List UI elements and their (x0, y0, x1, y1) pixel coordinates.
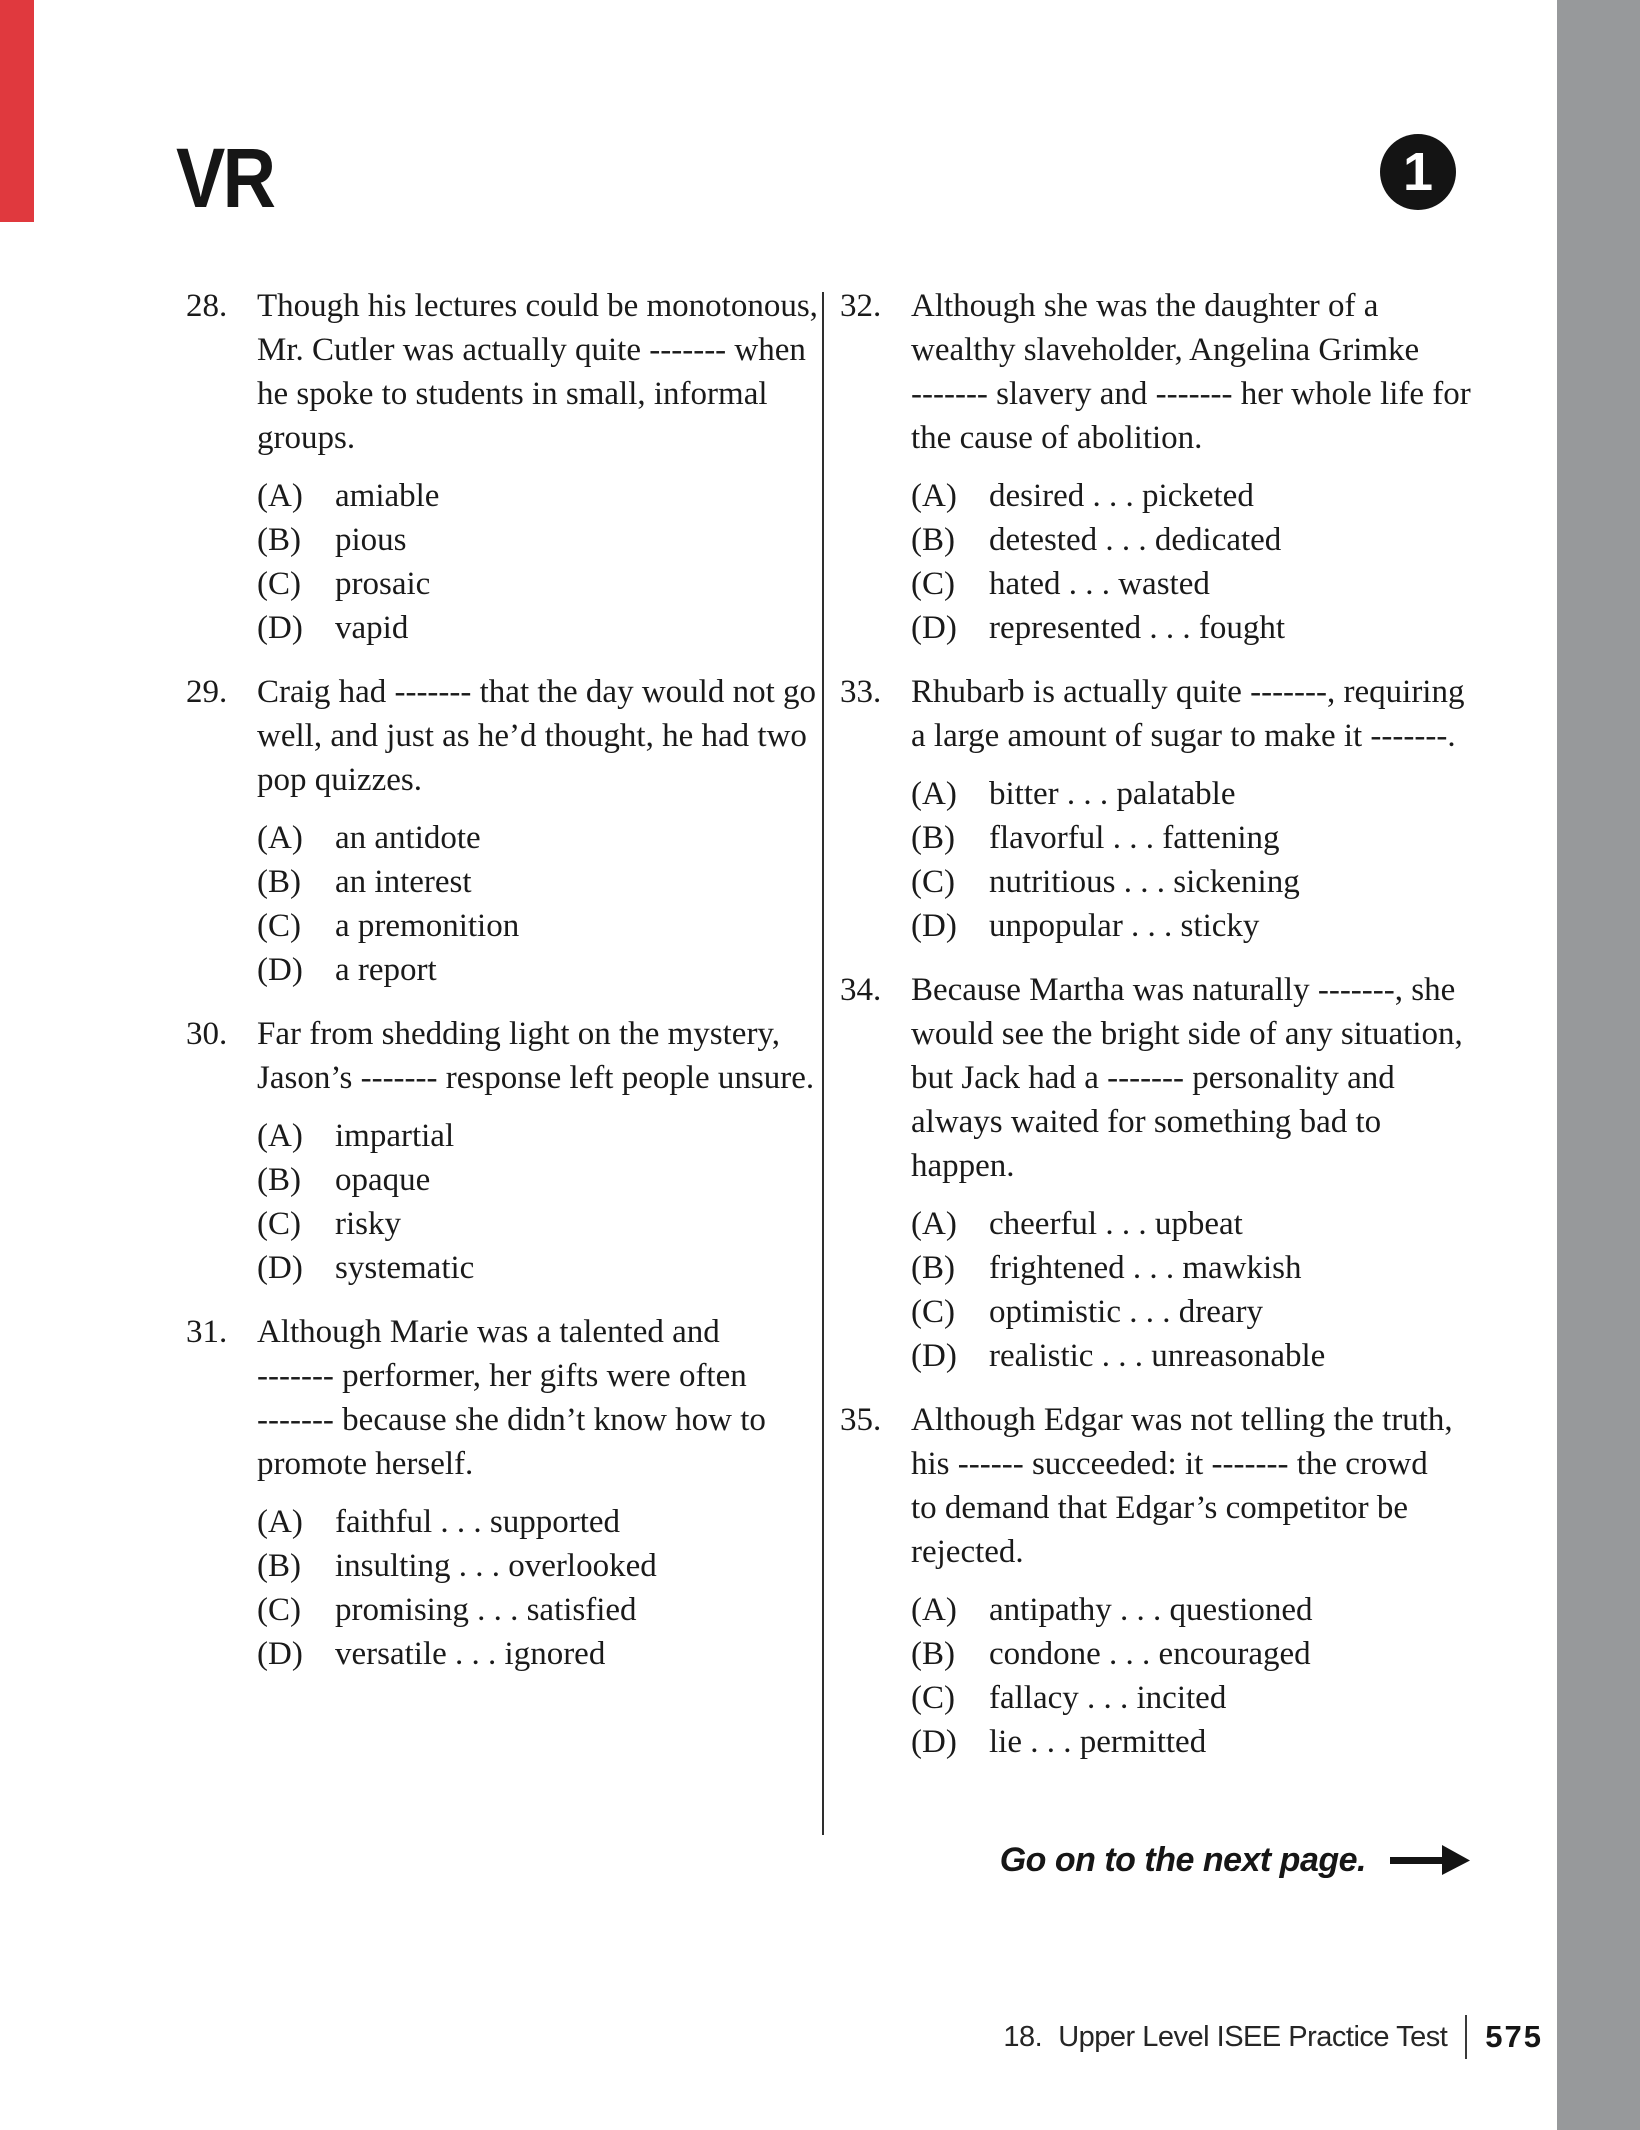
page-footer (1003, 2014, 1543, 2060)
question-number: 29. (186, 674, 228, 710)
answer-option (257, 1202, 822, 1246)
question-text-line: to demand that Edgar’s competitor be (911, 1490, 1408, 1526)
answer-option (911, 562, 1480, 606)
question-text-line: groups. (257, 420, 356, 456)
question (186, 284, 822, 650)
go-on-text: Go on to the next page. (999, 1840, 1366, 1879)
option-letter: (A) (911, 1206, 957, 1242)
answer-options (257, 1500, 822, 1676)
option-letter: (D) (257, 610, 303, 646)
option-letter: (B) (257, 522, 301, 558)
question-text-line: Because Martha was naturally -------, she (911, 972, 1456, 1008)
question-text-line: Mr. Cutler was actually quite ------- when (257, 332, 806, 368)
option-text: represented . . . fought (989, 610, 1285, 646)
question-text-line: Although Edgar was not telling the truth, (911, 1402, 1453, 1438)
question-number: 31. (186, 1314, 228, 1350)
option-letter: (C) (257, 908, 301, 944)
question (840, 284, 1480, 650)
option-letter: (A) (911, 478, 957, 514)
option-letter: (D) (911, 610, 957, 646)
option-text: pious (335, 522, 407, 558)
option-text: prosaic (335, 566, 431, 602)
footer-divider-rule (1465, 2015, 1467, 2059)
option-letter: (A) (257, 1504, 303, 1540)
answer-option (911, 860, 1480, 904)
option-letter: (D) (257, 1250, 303, 1286)
answer-option (257, 1588, 822, 1632)
answer-option (911, 1720, 1480, 1764)
question (840, 670, 1480, 948)
option-letter: (C) (911, 864, 955, 900)
option-text: a report (335, 952, 437, 988)
answer-option (257, 1246, 822, 1290)
option-letter: (D) (911, 1724, 957, 1760)
option-letter: (C) (257, 1206, 301, 1242)
option-letter: (C) (257, 566, 301, 602)
answer-options (257, 1114, 822, 1290)
question (840, 1398, 1480, 1764)
option-letter: (B) (257, 1548, 301, 1584)
answer-option (257, 606, 822, 650)
option-letter: (A) (911, 776, 957, 812)
option-text: optimistic . . . dreary (989, 1294, 1264, 1330)
question-text-line: Jason’s ------- response left people unsure. (257, 1060, 815, 1096)
question-text-line: Although Marie was a talented and (257, 1314, 720, 1350)
answer-option (257, 948, 822, 992)
answer-option (911, 518, 1480, 562)
answer-option (911, 606, 1480, 650)
option-letter: (B) (911, 522, 955, 558)
question (186, 670, 822, 992)
go-on-pager (1000, 1838, 1470, 1882)
option-text: fallacy . . . incited (989, 1680, 1227, 1716)
question-number: 28. (186, 288, 228, 324)
question-text-line: a large amount of sugar to make it -------. (911, 718, 1456, 754)
page-edge-bar (1557, 0, 1640, 2130)
option-letter: (D) (257, 1636, 303, 1672)
questions-column-right (840, 284, 1480, 1784)
question-text-line: ------- performer, her gifts were often (257, 1358, 747, 1394)
option-letter: (B) (257, 864, 301, 900)
question-text-line: would see the bright side of any situation, (911, 1016, 1463, 1052)
red-corner-tab (0, 0, 34, 222)
option-text: vapid (335, 610, 409, 646)
column-divider-rule (822, 292, 824, 1835)
answer-option (257, 1500, 822, 1544)
option-text: nutritious . . . sickening (989, 864, 1300, 900)
question-number: 32. (840, 288, 882, 324)
option-letter: (C) (257, 1592, 301, 1628)
option-text: unpopular . . . sticky (989, 908, 1260, 944)
option-text: amiable (335, 478, 440, 514)
option-text: lie . . . permitted (989, 1724, 1207, 1760)
option-text: a premonition (335, 908, 520, 944)
option-letter: (C) (911, 566, 955, 602)
answer-option (911, 1246, 1480, 1290)
option-text: versatile . . . ignored (335, 1636, 606, 1672)
answer-options (911, 772, 1480, 948)
question-text-line: but Jack had a ------- personality and (911, 1060, 1395, 1096)
question-number: 30. (186, 1016, 228, 1052)
option-text: condone . . . encouraged (989, 1636, 1311, 1672)
answer-option (911, 1588, 1480, 1632)
option-text: insulting . . . overlooked (335, 1548, 657, 1584)
question-text-line: Craig had ------- that the day would not go (257, 674, 817, 710)
option-text: bitter . . . palatable (989, 776, 1236, 812)
option-text: antipathy . . . questioned (989, 1592, 1313, 1628)
answer-option (257, 1632, 822, 1676)
answer-option (911, 904, 1480, 948)
option-letter: (D) (911, 1338, 957, 1374)
answer-option (257, 474, 822, 518)
question-text-line: promote herself. (257, 1446, 474, 1482)
question-text-line: the cause of abolition. (911, 420, 1203, 456)
question-text-line: he spoke to students in small, informal (257, 376, 768, 412)
option-text: flavorful . . . fattening (989, 820, 1280, 856)
question-text-line: his ------ succeeded: it ------- the crowd (911, 1446, 1428, 1482)
option-letter: (A) (257, 478, 303, 514)
questions-column-left (186, 284, 822, 1696)
answer-options (257, 474, 822, 650)
section-title: VR (176, 131, 274, 225)
option-text: cheerful . . . upbeat (989, 1206, 1243, 1242)
answer-option (911, 1676, 1480, 1720)
question-number: 34. (840, 972, 882, 1008)
option-letter: (B) (257, 1162, 301, 1198)
option-letter: (C) (911, 1680, 955, 1716)
option-text: promising . . . satisfied (335, 1592, 637, 1628)
answer-option (911, 1632, 1480, 1676)
answer-option (257, 816, 822, 860)
question-text-line: ------- slavery and ------- her whole life for (911, 376, 1471, 412)
option-letter: (D) (911, 908, 957, 944)
question-text-line: always waited for something bad to (911, 1104, 1382, 1140)
option-letter: (A) (257, 820, 303, 856)
question (186, 1012, 822, 1290)
option-text: an interest (335, 864, 472, 900)
question-text-line: Although she was the daughter of a (911, 288, 1379, 324)
option-text: hated . . . wasted (989, 566, 1210, 602)
chapter-title: Upper Level ISEE Practice Test (1058, 2020, 1448, 2053)
answer-option (257, 1158, 822, 1202)
answer-options (257, 816, 822, 992)
option-letter: (A) (257, 1118, 303, 1154)
question (186, 1310, 822, 1676)
question-number: 33. (840, 674, 882, 710)
answer-option (257, 1114, 822, 1158)
question-text-line: Rhubarb is actually quite -------, requiring (911, 674, 1465, 710)
option-text: systematic (335, 1250, 475, 1286)
question-text-line: wealthy slaveholder, Angelina Grimke (911, 332, 1420, 368)
answer-option (257, 562, 822, 606)
option-letter: (A) (911, 1592, 957, 1628)
question-text-line: Though his lectures could be monotonous, (257, 288, 818, 324)
answer-options (911, 474, 1480, 650)
option-letter: (D) (257, 952, 303, 988)
answer-option (257, 860, 822, 904)
question-text-line: ------- because she didn’t know how to (257, 1402, 766, 1438)
option-letter: (B) (911, 1636, 955, 1672)
right-arrow-icon (1390, 1844, 1470, 1876)
option-text: an antidote (335, 820, 481, 856)
answer-options (911, 1202, 1480, 1378)
section-number: 1 (1402, 142, 1434, 202)
answer-option (911, 1334, 1480, 1378)
question-text-line: well, and just as he’d thought, he had two (257, 718, 807, 754)
option-letter: (B) (911, 820, 955, 856)
question (840, 968, 1480, 1378)
answer-option (911, 474, 1480, 518)
answer-option (257, 518, 822, 562)
answer-option (257, 904, 822, 948)
option-text: opaque (335, 1162, 431, 1198)
answer-option (911, 1290, 1480, 1334)
question-text-line: pop quizzes. (257, 762, 422, 798)
option-text: risky (335, 1206, 401, 1242)
question-number: 35. (840, 1402, 882, 1438)
option-text: impartial (335, 1118, 455, 1154)
option-letter: (C) (911, 1294, 955, 1330)
question-text-line: rejected. (911, 1534, 1024, 1570)
option-text: frightened . . . mawkish (989, 1250, 1302, 1286)
option-text: faithful . . . supported (335, 1504, 621, 1540)
option-letter: (B) (911, 1250, 955, 1286)
chapter-number: 18. (1003, 2020, 1043, 2053)
answer-option (911, 816, 1480, 860)
option-text: realistic . . . unreasonable (989, 1338, 1326, 1374)
answer-options (911, 1588, 1480, 1764)
answer-option (911, 1202, 1480, 1246)
question-text-line: happen. (911, 1148, 1015, 1184)
option-text: desired . . . picketed (989, 478, 1254, 514)
question-text-line: Far from shedding light on the mystery, (257, 1016, 781, 1052)
answer-option (911, 772, 1480, 816)
section-number-badge (1380, 134, 1456, 210)
answer-option (257, 1544, 822, 1588)
option-text: detested . . . dedicated (989, 522, 1282, 558)
page-number: 575 (1485, 2019, 1543, 2054)
